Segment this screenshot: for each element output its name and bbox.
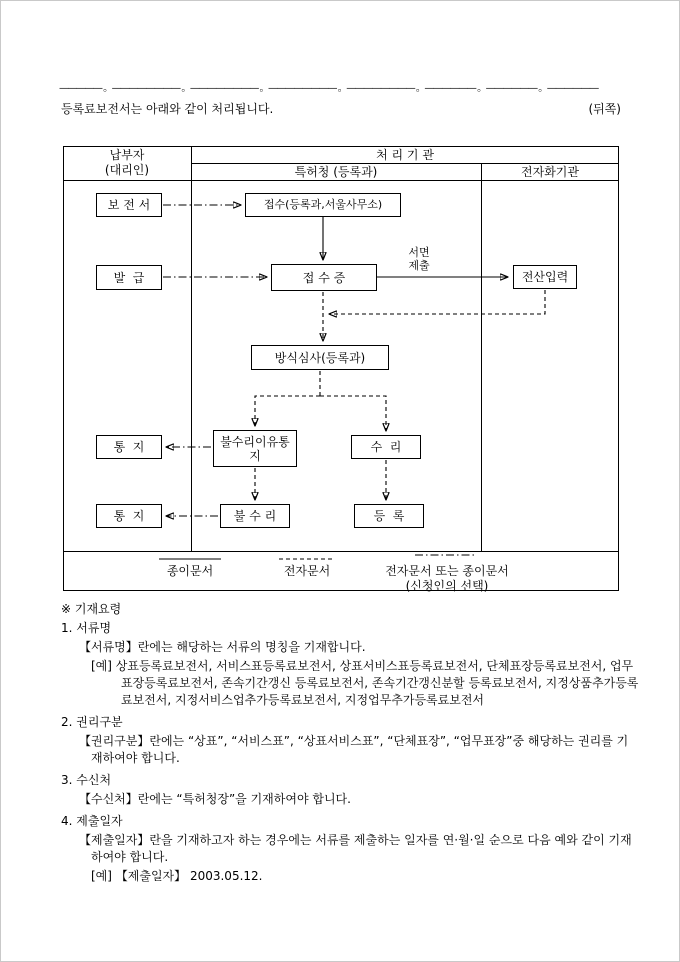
header-payer-line1: 납부자 (109, 148, 145, 162)
header-payer-line2: (대리인) (104, 163, 150, 177)
back-side-label: (뒤쪽) (588, 102, 621, 116)
legend-choice: 전자문서 또는 종이문서 (385, 564, 509, 578)
flow-box-tongji-1: 통 지 (96, 435, 162, 459)
header-kipo: 특허청 (등록과) (294, 165, 378, 179)
header-payer (63, 146, 191, 180)
table-hline-header (63, 180, 619, 181)
flow-box-bojeonseo: 보 전 서 (96, 193, 162, 217)
notes (61, 601, 639, 887)
note2-body: 【권리구분】란에는 “상표”, “서비스표”, “상표서비스표”, “단체표장”, “업무표장”중 해당하는 권리를 기재하여야 합니다. (79, 734, 629, 765)
flow-box-bulsuri-iyu: 불수리이유통지 (213, 430, 297, 467)
flow-box-bulsuri: 불 수 리 (220, 504, 290, 528)
note4-heading: 4. 제출일자 (61, 814, 123, 828)
flow-box-bangsik: 방식심사(등록과) (251, 345, 389, 370)
header-processing-org: 처 리 기 관 (376, 148, 434, 162)
note1-body: 【서류명】란에는 해당하는 서류의 명칭을 기재합니다. (79, 640, 366, 654)
table-vline-payer (191, 146, 192, 551)
dashed-separator: ————— 。———————— 。———————— 。———————— 。———————— 。—————— 。—————— 。—————— (59, 83, 598, 94)
notes-title: ※ 기재요령 (61, 602, 122, 616)
note3-body: 【수신처】란에는 “특허청장”을 기재하여야 합니다. (79, 792, 351, 806)
label-paper-submit-line2: 제출 (408, 259, 430, 272)
header-digitizer: 전자화기관 (521, 165, 579, 179)
intro-text: 등록료보전서는 아래와 같이 처리됩니다. (61, 102, 274, 116)
legend-paper: 종이문서 (166, 564, 214, 578)
process-diagram (63, 146, 619, 591)
flow-box-deungnok: 등 록 (354, 504, 424, 528)
note1-example: [예] 상표등록료보전서, 서비스표등록료보전서, 상표서비스표등록료보전서, 단체표장등록료보전서, 업무표장등록료보전서, 존속기간갱신 등록료보전서, 존속기간갱신분할 등록료보전서, 지정상품추가등록료보전서, 지정서비스업추가등록료보전서, 지정업무추가등록료보전서 (91, 659, 639, 707)
flow-box-jeopsujeung: 접 수 증 (271, 264, 377, 291)
note4-body: 【제출일자】란을 기재하고자 하는 경우에는 서류를 제출하는 일자를 연·월·일 순으로 다음 예와 같이 기재하여야 합니다. (79, 833, 632, 864)
flow-box-jeopsu: 접수(등록과,서울사무소) (245, 193, 401, 217)
intro-row (61, 100, 621, 117)
flow-box-tongji-2: 통 지 (96, 504, 162, 528)
table-vline-digitizer (481, 163, 482, 551)
label-paper-submit (397, 246, 441, 272)
note2-heading: 2. 권리구분 (61, 715, 123, 729)
legend-electronic: 전자문서 (283, 564, 331, 578)
flow-box-balgeup: 발 급 (96, 265, 162, 290)
legend-choice-sub: (신청인의 선택) (405, 579, 489, 593)
table-hline-legend (63, 551, 619, 552)
label-paper-submit-line1: 서면 (408, 246, 430, 259)
note4-example: [예] 【제출일자】 2003.05.12. (91, 869, 263, 883)
note3-heading: 3. 수신처 (61, 773, 112, 787)
flow-box-jeonsan: 전산입력 (513, 265, 577, 289)
note1-heading: 1. 서류명 (61, 621, 112, 635)
flow-box-suri: 수 리 (351, 435, 421, 459)
